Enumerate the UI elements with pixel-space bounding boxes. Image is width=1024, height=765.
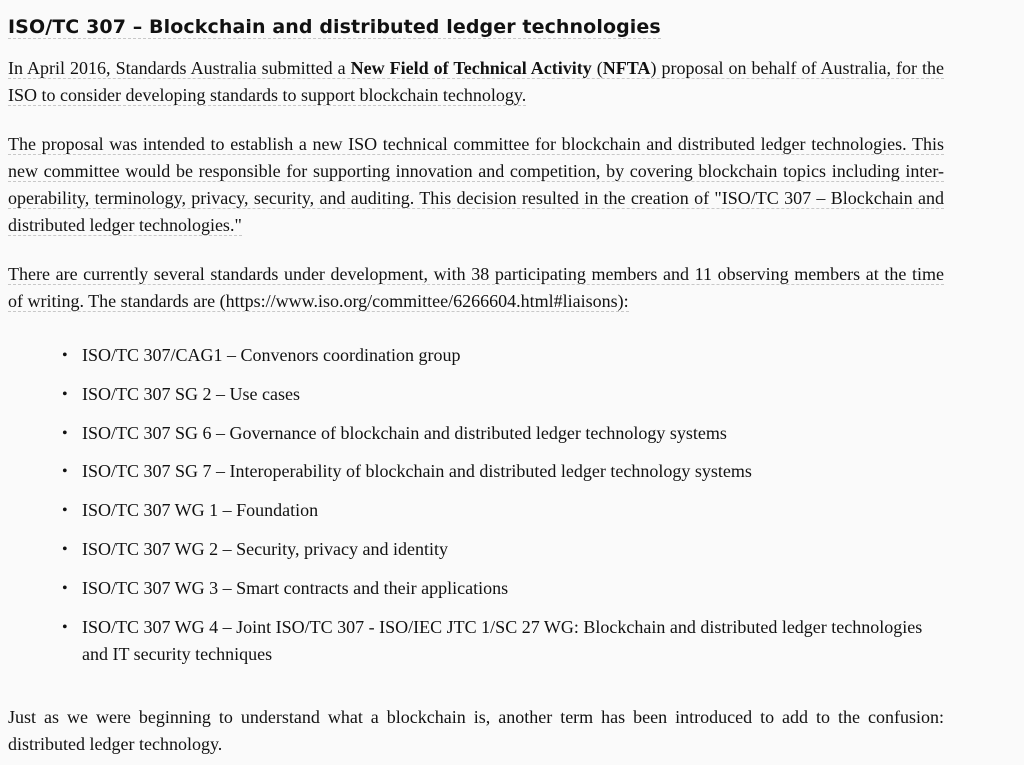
list-item-text: ISO/TC 307 SG 6 – Governance of blockchain and distributed ledger technology systems bbox=[82, 422, 727, 443]
bullet-icon: • bbox=[62, 385, 68, 403]
list-item bbox=[8, 536, 944, 563]
bullet-icon: • bbox=[62, 579, 68, 597]
term-nfta-full: New Field of Technical Activity bbox=[350, 58, 592, 78]
list-item bbox=[8, 420, 944, 447]
paragraph-standards-intro bbox=[8, 261, 944, 315]
section-heading-text: ISO/TC 307 – Blockchain and distributed ledger technologies bbox=[8, 16, 661, 38]
paragraph-nfta-proposal bbox=[8, 55, 944, 109]
bullet-icon: • bbox=[62, 502, 68, 520]
list-item bbox=[8, 381, 944, 408]
term-nfta-abbr: NFTA bbox=[602, 58, 651, 78]
bullet-icon: • bbox=[62, 540, 68, 558]
paragraph-committee-text: The proposal was intended to establish a new ISO technical committee for blockchain and distributed ledger technologies. This new committee would be responsible for supporting innovation and competition, by covering blockchain topics including inter-operability, terminology, privacy, security, and auditing. This decision resulted in the creation of "ISO/TC 307 – Blockchain and distributed ledger technologies." bbox=[8, 134, 944, 235]
p1-post: ) proposal on behalf of Australia, for the ISO to consider developing standards to support blockchain technology. bbox=[8, 58, 945, 105]
paragraph-committee-purpose bbox=[8, 131, 944, 239]
list-item bbox=[8, 342, 944, 369]
list-item-text: ISO/TC 307 WG 2 – Security, privacy and identity bbox=[82, 538, 448, 559]
bullet-icon: • bbox=[62, 618, 68, 636]
bullet-icon: • bbox=[62, 424, 68, 442]
bullet-icon: • bbox=[62, 347, 68, 364]
list-item-text: ISO/TC 307 SG 7 – Interoperability of blockchain and distributed ledger technology systems bbox=[82, 461, 752, 482]
paragraph-dlt-text: Just as we were beginning to understand what a blockchain is, another term has been introduced to add to the confusion: distributed ledger technology. bbox=[8, 706, 944, 754]
paragraph-standards-text: There are currently several standards under development, with 38 participating members and 11 observing members at the time of writing. The standards are (https://www.iso.org/committee/6266604.html#liaisons): bbox=[8, 264, 944, 311]
list-item-text: ISO/TC 307 WG 4 – Joint ISO/TC 307 - ISO/IEC JTC 1/SC 27 WG: Blockchain and distributed ledger technologies and IT security techniques bbox=[82, 616, 923, 664]
list-item bbox=[8, 458, 944, 485]
p1-mid: ( bbox=[591, 58, 603, 78]
list-item bbox=[8, 614, 944, 668]
document-page bbox=[8, 0, 944, 758]
list-item-text: ISO/TC 307 WG 3 – Smart contracts and their applications bbox=[82, 577, 509, 598]
list-item-text: ISO/TC 307 WG 1 – Foundation bbox=[82, 500, 319, 521]
standards-list bbox=[8, 342, 944, 668]
list-item-text: ISO/TC 307 SG 2 – Use cases bbox=[82, 383, 300, 404]
section-heading bbox=[8, 15, 944, 39]
list-item bbox=[8, 497, 944, 524]
bullet-icon: • bbox=[62, 463, 68, 481]
p1-pre: In April 2016, Standards Australia submitted a bbox=[8, 58, 351, 78]
paragraph-nfta-text bbox=[8, 58, 944, 106]
list-item-text: ISO/TC 307/CAG1 – Convenors coordination group bbox=[82, 345, 461, 365]
paragraph-dlt-confusion bbox=[8, 704, 944, 758]
list-item bbox=[8, 575, 944, 602]
